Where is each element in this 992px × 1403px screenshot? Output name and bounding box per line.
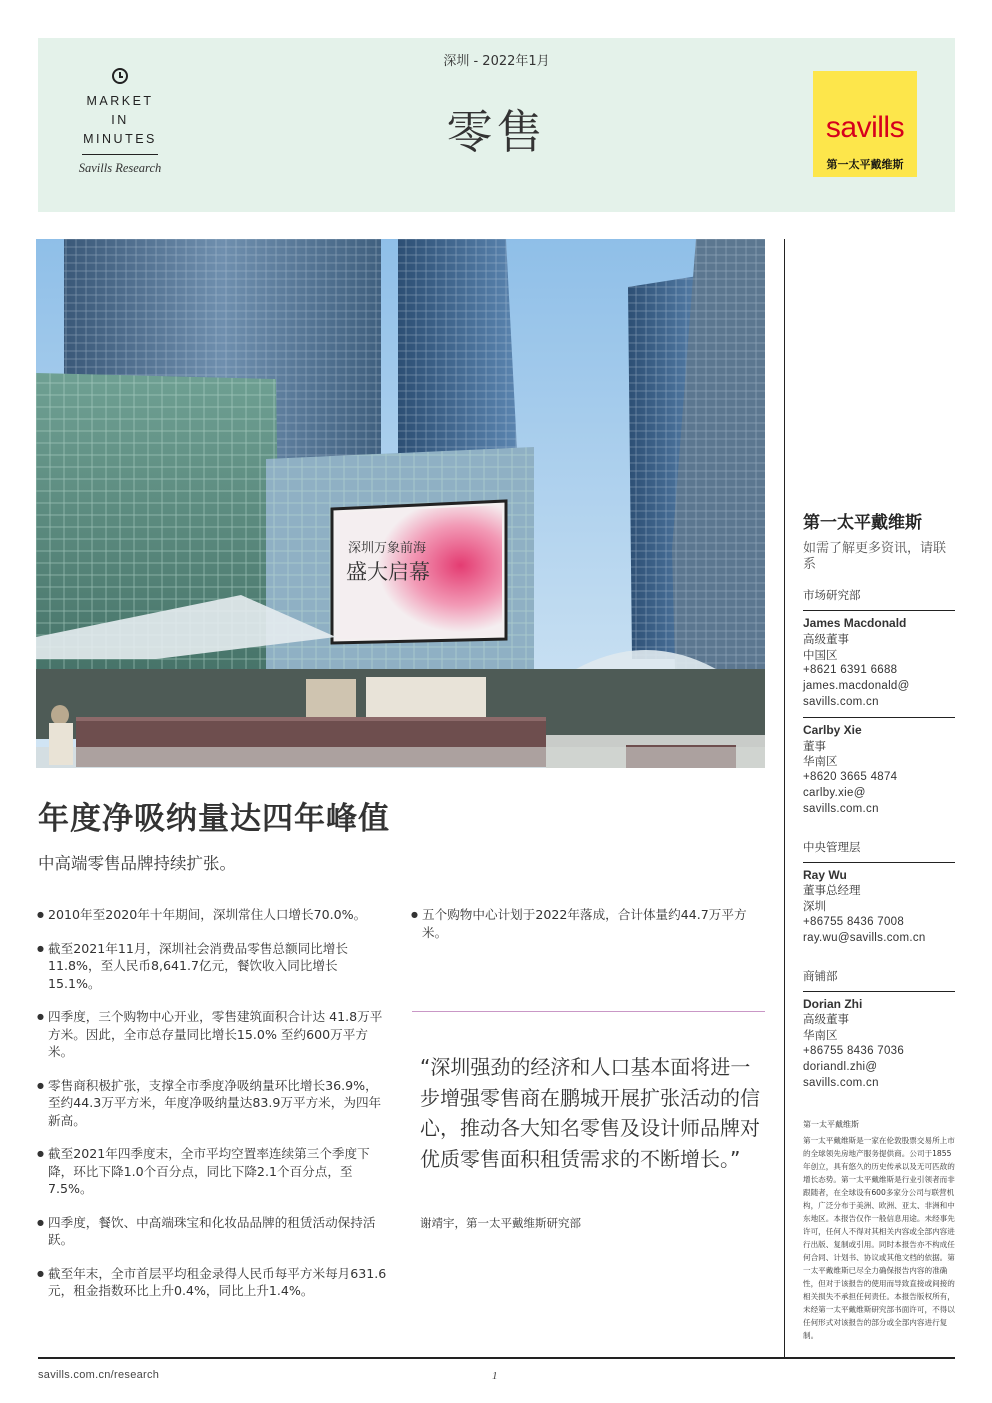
brand-subtitle: Savills Research — [78, 161, 162, 175]
column-divider — [784, 239, 785, 1357]
contact-card — [803, 992, 955, 1098]
contact-region: 华南区 — [803, 754, 838, 769]
section-label-research: 市场研究部 — [803, 587, 955, 611]
key-points-left — [38, 906, 390, 1316]
contact-email[interactable]: ray.wu@savills.com.cn — [803, 931, 926, 944]
about-disclaimer: 第一太平戴维斯是一家在伦敦股票交易所上市的全球领先房地产服务提供商。公司于1855年创立，具有悠久的历史传承以及无可匹敌的增长态势。第一太平戴维斯是行业引领者而非跟随者，在全球设有600多家分公司与联营机构，广泛分布于美洲、欧洲、亚太、非洲和中东地区。本报告仅作一般信息用途。未经事先许可，任何人不得对其相关内容或全部内容进行出版、复制或引用。同时本报告亦不构成任何合同、计划书、协议或其他文档的依据。第一太平戴维斯已尽全力确保报告内容的准确性，但对于该报告的使用而导致直接或间接的相关损失不承担任何责任。本报告版权所有，未经第一太平戴维斯研究部书面许可，不得以任何形式对该报告的部分或全部内容进行复制。 — [803, 1136, 955, 1341]
contact-email[interactable]: doriandl.zhi@ — [803, 1060, 878, 1073]
brand-line-1: MARKET — [86, 94, 154, 108]
key-points-right — [412, 906, 766, 957]
quote-attribution: 谢靖宇，第一太平戴维斯研究部 — [420, 1216, 581, 1230]
contact-email-domain[interactable]: savills.com.cn — [803, 695, 879, 708]
footer-link[interactable]: savills.com.cn/research — [38, 1369, 160, 1381]
bullet-point: ● 零售商积极扩张，支撑全市季度净吸纳量环比增长36.9%，至约44.3万平方米，年度净吸纳量达83.9万平方米，为四年新高。 — [38, 1077, 390, 1130]
contact-title: 高级董事 — [803, 1012, 849, 1027]
sidebar-cta: 如需了解更多资讯，请联系 — [803, 541, 947, 572]
contact-card — [803, 611, 955, 717]
savills-logo[interactable] — [813, 71, 917, 177]
article-subhead: 中高端零售品牌持续扩张。 — [38, 854, 236, 873]
brand-line-3: MINUTES — [83, 132, 157, 146]
contact-title: 董事总经理 — [803, 883, 861, 898]
sidebar-title: 第一太平戴维斯 — [803, 513, 922, 533]
bullet-point: ● 五个购物中心计划于2022年落成，合计体量约44.7万平方米。 — [412, 906, 766, 941]
contact-region: 深圳 — [803, 899, 826, 914]
section-label-management: 中央管理层 — [803, 839, 955, 863]
dateline: 深圳 - 2022年1月 — [443, 54, 550, 69]
bullet-point: ● 四季度，三个购物中心开业，零售建筑面积合计达 41.8万平方米。因此，全市总存量同比增长15.0% 至约600万平方米。 — [38, 1008, 390, 1061]
contact-phone[interactable]: +8620 3665 4874 — [803, 771, 898, 784]
contact-phone[interactable]: +86755 8436 7008 — [803, 915, 905, 928]
contact-name: Ray Wu — [803, 867, 847, 882]
footer-divider — [38, 1357, 955, 1359]
contact-region: 中国区 — [803, 647, 838, 662]
page-title: 零售 — [446, 105, 547, 159]
contact-name: James Macdonald — [803, 616, 907, 630]
billboard-line-2: 盛大启幕 — [346, 560, 430, 584]
contact-sidebar — [803, 508, 955, 1342]
bullet-point: ● 四季度，餐饮、中高端珠宝和化妆品品牌的租赁活动保持活跃。 — [38, 1214, 390, 1249]
bullet-point: ● 截至2021年11月，深圳社会消费品零售总额同比增长11.8%，至人民币8,641.7亿元，餐饮收入同比增长15.1%。 — [38, 940, 390, 993]
contact-name: Dorian Zhi — [803, 996, 863, 1011]
logo-wordmark: savills — [825, 111, 905, 144]
section-label-retail: 商铺部 — [803, 968, 955, 992]
contact-email-domain[interactable]: savills.com.cn — [803, 802, 879, 815]
contact-email-domain[interactable]: savills.com.cn — [803, 1076, 879, 1089]
clock-icon — [112, 68, 128, 84]
contact-email[interactable]: carlby.xie@ — [803, 786, 866, 799]
pull-quote: “深圳强劲的经济和人口基本面将进一步增强零售商在鹏城开展扩张活动的信心，推动各大知名零售及设计师品牌对优质零售面积租赁需求的不断增长。” — [420, 1055, 760, 1171]
contact-phone[interactable]: +86755 8436 7036 — [803, 1044, 905, 1057]
contact-phone[interactable]: +8621 6391 6688 — [803, 664, 898, 677]
bullet-point: ● 截至2021年四季度末，全市平均空置率连续第三个季度下降，环比下降1.0个百分点，同比下降2.1个百分点，至7.5%。 — [38, 1145, 390, 1198]
report-header — [38, 38, 955, 212]
article-headline: 年度净吸纳量达四年峰值 — [38, 801, 390, 837]
bullet-point: ● 截至年末，全市首层平均租金录得人民币每平方米每月631.6元，租金指数环比上升0.4%，同比上升1.4%。 — [38, 1265, 390, 1300]
cover-photo — [36, 239, 765, 768]
page-number: 1 — [492, 1370, 498, 1382]
bullet-point: ● 2010年至2020年十年期间，深圳常住人口增长70.0%。 — [38, 906, 390, 924]
brand-line-2: IN — [111, 113, 129, 127]
billboard-line-1: 深圳万象前海 — [348, 541, 427, 556]
contact-title: 高级董事 — [803, 631, 849, 646]
logo-chinese-name: 第一太平戴维斯 — [826, 158, 904, 171]
about-title: 第一太平戴维斯 — [803, 1120, 859, 1130]
contact-card — [803, 863, 955, 953]
contact-card — [803, 717, 955, 824]
contact-name: Carlby Xie — [803, 722, 862, 737]
contact-title: 董事 — [803, 738, 826, 753]
contact-email[interactable]: james.macdonald@ — [803, 680, 910, 693]
contact-region: 华南区 — [803, 1028, 838, 1043]
quote-divider — [412, 1011, 765, 1012]
